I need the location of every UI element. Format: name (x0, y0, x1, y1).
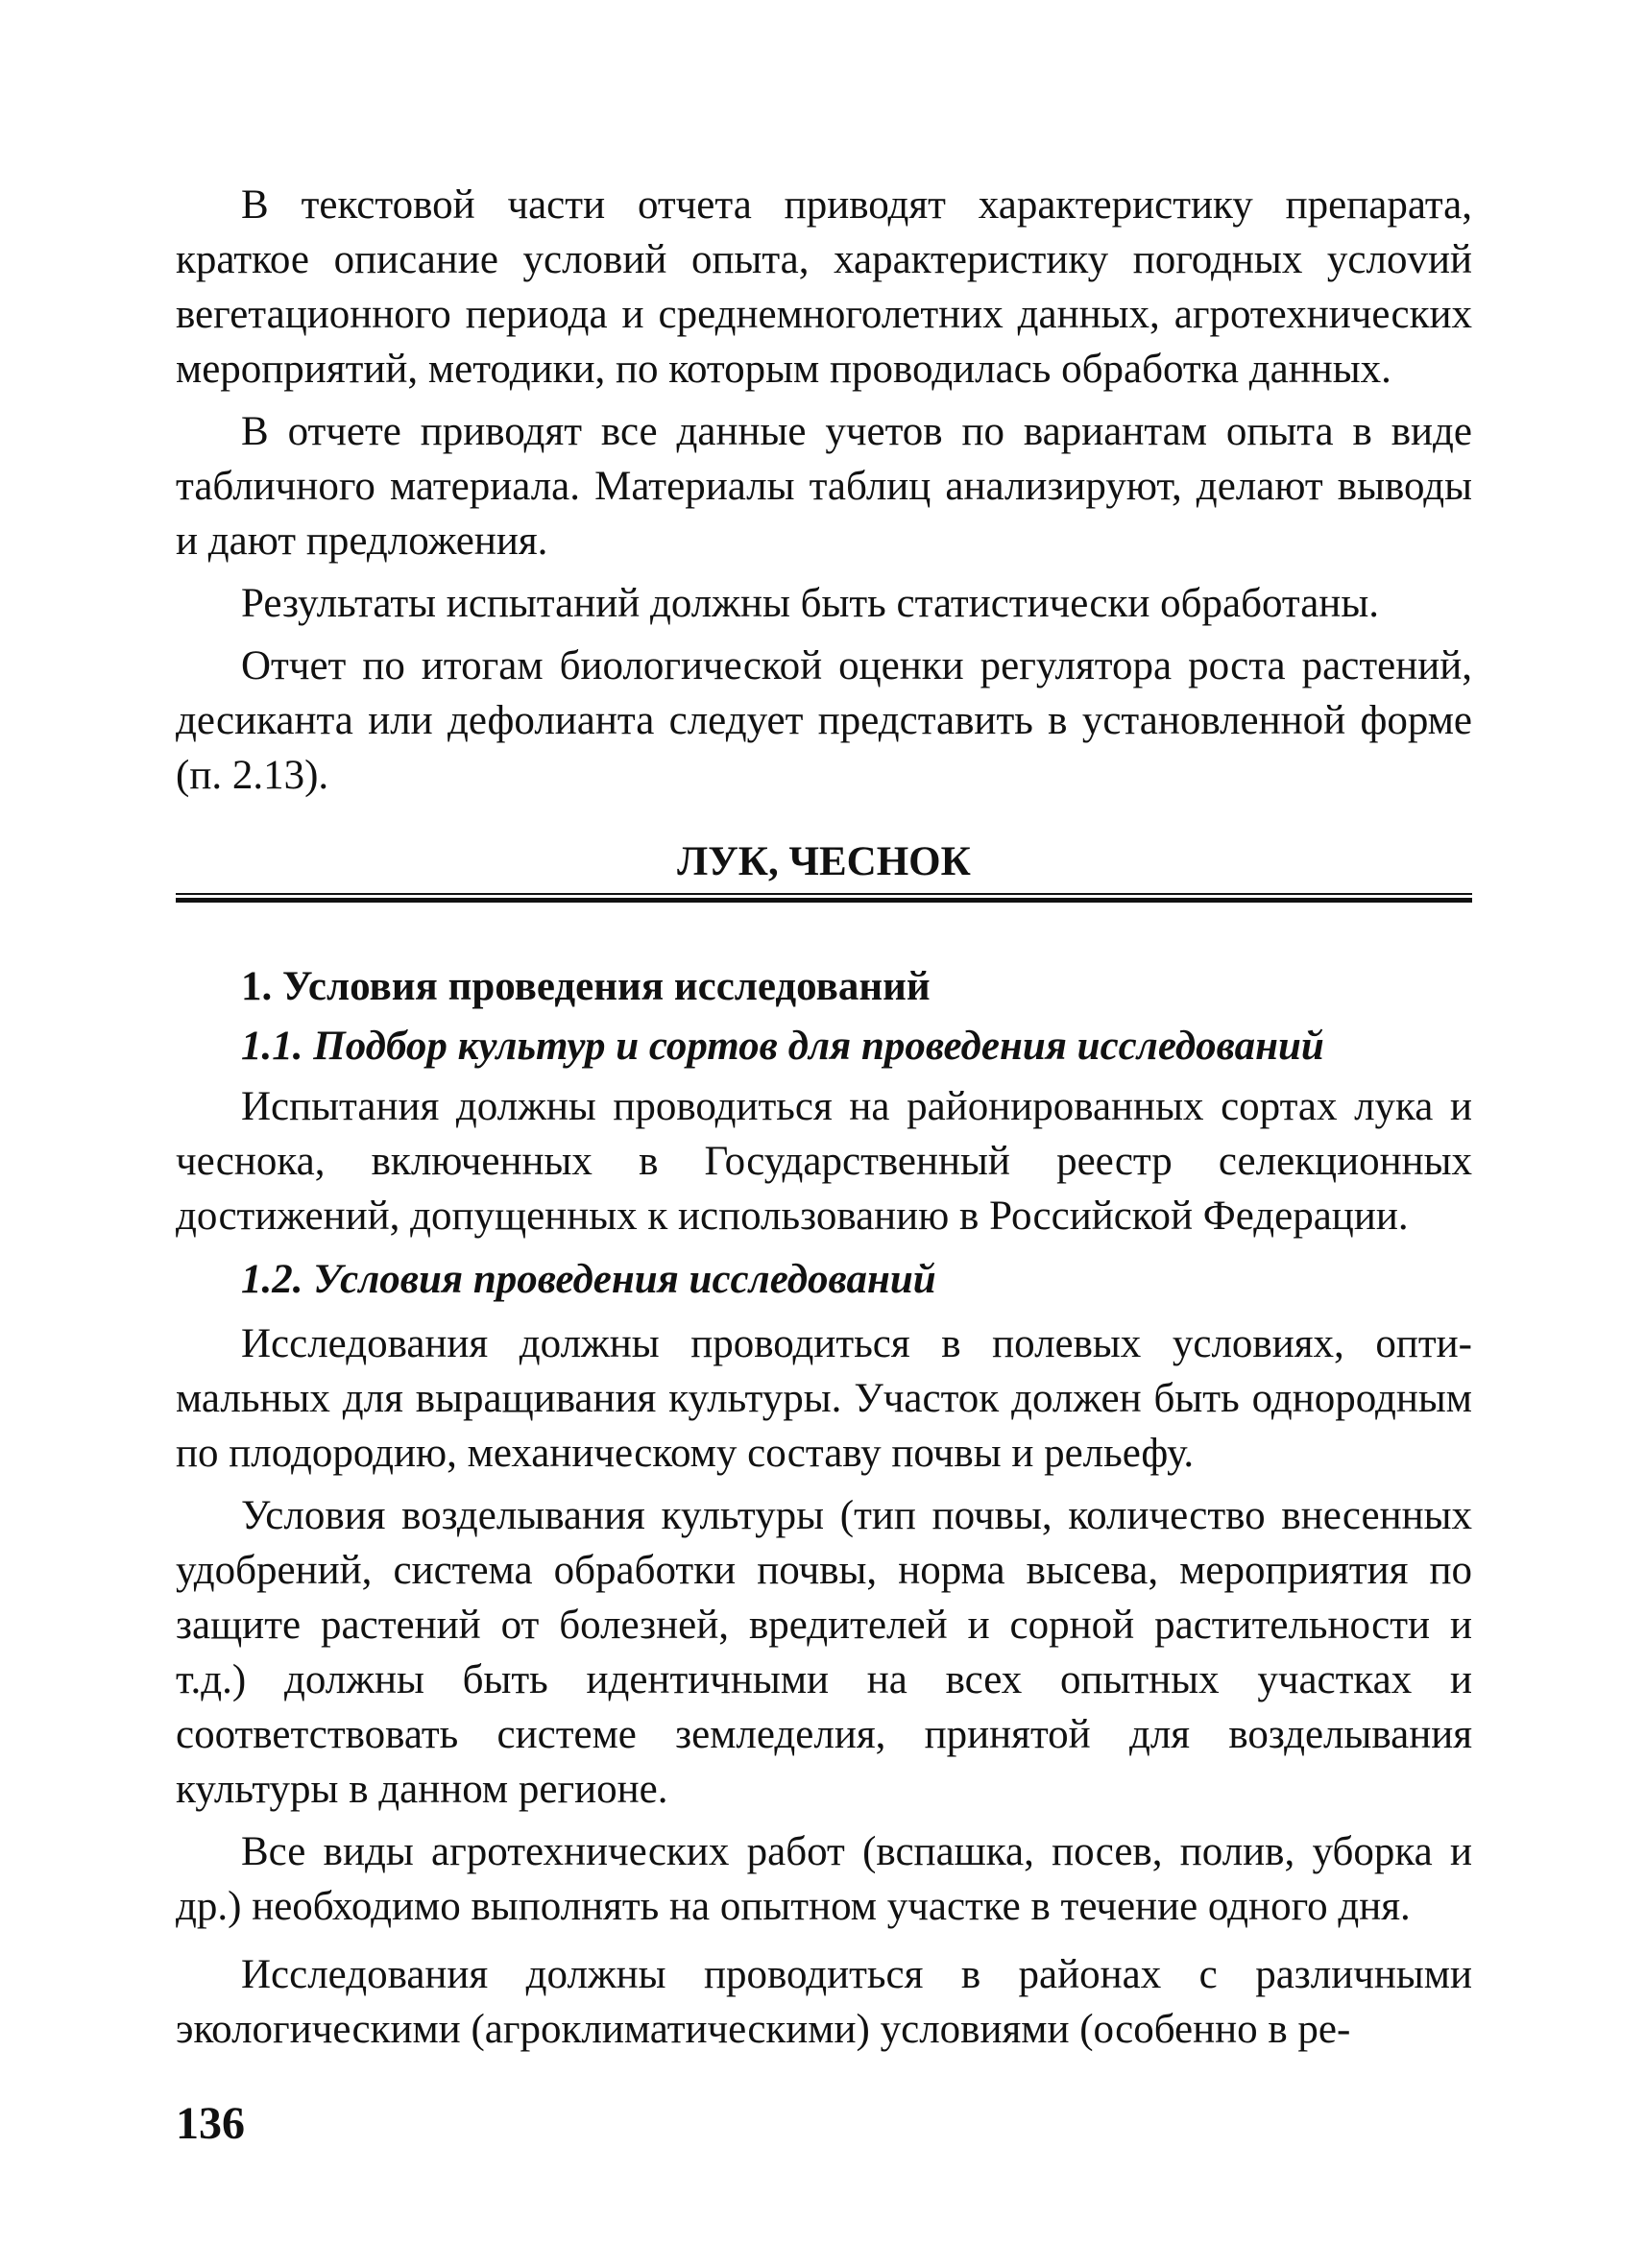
divider-thin-line (176, 893, 1472, 895)
paragraph-conditions-3: Все виды агротехнических работ (вспашка, посев, полив, уборка и др.) необходимо выполнять на опытном участке в течение одного дня. (176, 1829, 1472, 1929)
section-title: ЛУК, ЧЕСНОК (677, 839, 971, 884)
intro-paragraph-3: Результаты испытаний должны быть статистически обработаны. (241, 581, 1379, 626)
divider-thick-line (176, 898, 1472, 903)
paragraph-conditions-4: Исследования должны проводиться в районах с различными экологическими (агроклиматическими) условиями (особенно в ре- (176, 1952, 1472, 2052)
intro-paragraph-2: В отчете приводят все данные учетов по вариантам опыта в виде табличного материала. Материалы таблиц анализируют, делают выводы и дают предложения. (176, 409, 1472, 564)
paragraph-crop-selection: Испытания должны проводиться на районированных сортах лука и чеснока, включенных в Государственный реестр селекционных достижений, допущенных к использованию в Российской Федерации. (176, 1084, 1472, 1239)
heading-conditions: 1. Условия проведения исследований (241, 964, 931, 1009)
subheading-research-conditions: 1.2. Условия проведения исследований (241, 1257, 936, 1302)
intro-paragraph-1: В текстовой части отчета приводят характеристику препарата, краткое описание условий опыта, характеристику погодных услоvий вегетационного периода и среднемноголетних данных, агротехнических мероприятий, методики, по которым проводилась обработка данных. (176, 182, 1472, 392)
page-number: 136 (176, 2098, 245, 2149)
subheading-crop-selection: 1.1. Подбор культур и сортов для проведения исследований (241, 1024, 1324, 1069)
intro-paragraph-4: Отчет по итогам биологической оценки регулятора роста растений, десиканта или дефолианта следует представить в установленной форме (п. 2.13). (176, 643, 1472, 798)
paragraph-conditions-2: Условия возделывания культуры (тип почвы, количество внесенных удобрений, система обработки почвы, норма высева, мероприятия по защите растений от болезней, вредителей и сорной растительности и т.д.) должны быть идентичными на всех опытных участках и соответствовать системе земледелия, принятой для возделывания культуры в данном регионе. (176, 1493, 1472, 1812)
section-body (176, 960, 1472, 2057)
intro-block (176, 178, 1472, 803)
paragraph-conditions-1: Исследования должны проводиться в полевых условиях, оптимальных для выращивания культуры. Участок должен быть однородным по плодородию, механическому составу почвы и рельефу. (176, 1321, 1472, 1476)
section-divider (176, 893, 1472, 903)
